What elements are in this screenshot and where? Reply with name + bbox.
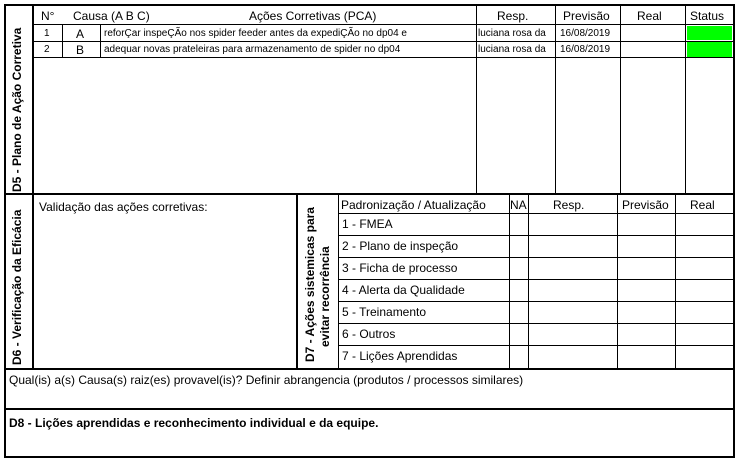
d7-header-real: Real bbox=[690, 198, 715, 212]
d7-row-line bbox=[339, 323, 734, 324]
d5-side-label: D5 - Plano de Ação Corretiva bbox=[10, 27, 24, 192]
table-row-num: 2 bbox=[44, 44, 50, 55]
d7-item-inspection-plan: 2 - Plano de inspeção bbox=[342, 239, 459, 253]
d8-label: D8 - Lições aprendidas e reconhecimento individual e da equipe. bbox=[9, 416, 379, 430]
table-row-cause: A bbox=[76, 27, 85, 41]
outer-border-left bbox=[4, 4, 6, 458]
d7-row-line bbox=[339, 279, 734, 280]
d5-row-line bbox=[33, 41, 734, 42]
d7-col-line bbox=[617, 195, 618, 368]
d7-header-resp: Resp. bbox=[553, 198, 585, 212]
d7-side-label-line2: evitar recorrência bbox=[318, 246, 332, 347]
d5-col-line bbox=[620, 5, 621, 194]
d7-row-line bbox=[339, 235, 734, 236]
d5-col-line bbox=[555, 5, 556, 194]
table-row-action: adequar novas prateleiras para armazenamento de spider no dp04 bbox=[104, 44, 401, 55]
d7-item-others: 6 - Outros bbox=[342, 327, 396, 341]
outer-border-top bbox=[4, 4, 735, 6]
status-badge bbox=[687, 42, 732, 57]
d7-row-line bbox=[339, 301, 734, 302]
d5-header-underline bbox=[33, 24, 734, 25]
d5-header-num: N° bbox=[41, 9, 55, 23]
table-row-action: reforÇar inspeÇÃo nos spider feeder antes da expediÇÃo no dp04 e bbox=[104, 28, 407, 39]
d5-header-resp: Resp. bbox=[497, 9, 529, 23]
d7-bottom-divider bbox=[4, 368, 735, 370]
d5-d6-divider bbox=[4, 193, 735, 195]
d7-item-quality-alert: 4 - Alerta da Qualidade bbox=[342, 283, 465, 297]
d7-col-line bbox=[675, 195, 676, 368]
d5-col-line bbox=[100, 25, 101, 57]
d7-col-line bbox=[509, 195, 510, 368]
d7-item-training: 5 - Treinamento bbox=[342, 305, 427, 319]
d7-label-col-line bbox=[338, 195, 339, 368]
table-row-num: 1 bbox=[44, 28, 50, 39]
d7-item-process-sheet: 3 - Ficha de processo bbox=[342, 261, 458, 275]
d5-col-line bbox=[685, 5, 686, 194]
d5-header-forecast: Previsão bbox=[563, 9, 610, 23]
d5-header-real: Real bbox=[637, 9, 662, 23]
status-badge bbox=[687, 26, 732, 40]
d7-row-line bbox=[339, 257, 734, 258]
root-cause-label: Qual(is) a(s) Causa(s) raiz(es) provavel(is)? Definir abrangencia (produtos / processos similares) bbox=[9, 373, 524, 387]
table-row-forecast: 16/08/2019 bbox=[560, 28, 611, 39]
d5-col-line bbox=[62, 25, 63, 57]
table-row-cause: B bbox=[76, 43, 85, 57]
d7-header-na: NA bbox=[510, 198, 527, 212]
outer-border-right bbox=[733, 4, 735, 458]
d7-col-line bbox=[528, 195, 529, 368]
d7-item-fmea: 1 - FMEA bbox=[342, 217, 393, 231]
d5-header-status: Status bbox=[690, 9, 725, 23]
d5-col-line bbox=[476, 5, 477, 194]
table-row-resp: luciana rosa da bbox=[478, 28, 546, 39]
d7-header-item: Padronização / Atualização bbox=[341, 198, 486, 212]
d6-side-label: D6 - Verificação da Eficácia bbox=[10, 209, 24, 365]
d6-d7-divider bbox=[296, 194, 298, 369]
table-row-forecast: 16/08/2019 bbox=[560, 44, 611, 55]
side-column-divider bbox=[32, 4, 34, 369]
d7-row-line bbox=[339, 345, 734, 346]
d7-row-line bbox=[339, 213, 734, 214]
d5-row-line bbox=[33, 57, 734, 58]
table-row-resp: luciana rosa da bbox=[478, 44, 546, 55]
d5-header-cause: Causa (A B C) bbox=[73, 9, 150, 23]
d7-side-label-line1: D7 - Ações sistemicas para bbox=[303, 207, 317, 362]
outer-border-bottom bbox=[4, 456, 735, 458]
d7-item-lessons: 7 - Lições Aprendidas bbox=[342, 349, 458, 363]
d5-header-action: Ações Corretivas (PCA) bbox=[249, 9, 377, 23]
validation-label: Validação das ações corretivas: bbox=[39, 200, 208, 214]
d7-header-forecast: Previsão bbox=[622, 198, 669, 212]
root-cause-bottom-divider bbox=[4, 408, 735, 410]
